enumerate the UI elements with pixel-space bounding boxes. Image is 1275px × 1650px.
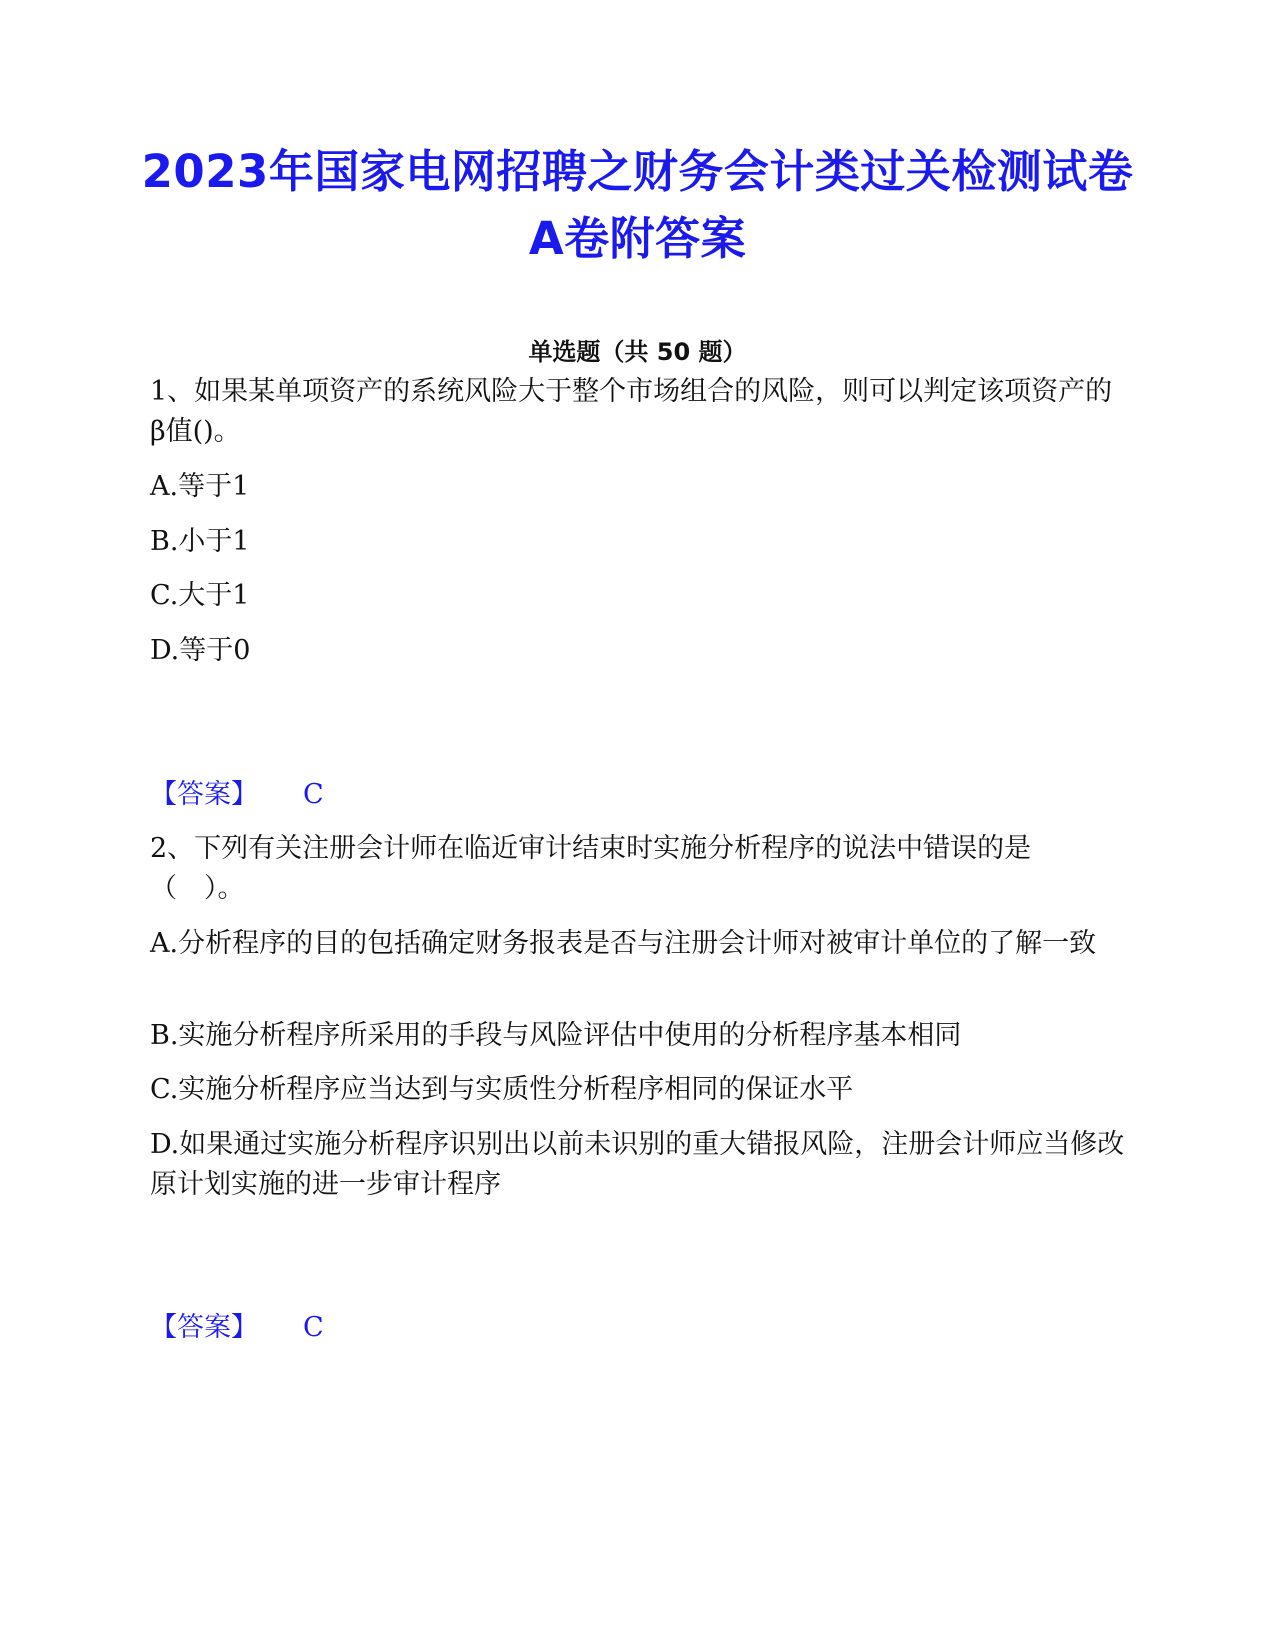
question-2-answer: [150, 1308, 324, 1348]
document-title: 2023年国家电网招聘之财务会计类过关检测试卷A卷附答案: [141, 145, 1134, 265]
question-1-stem: 1、如果某单项资产的系统风险大于整个市场组合的风险，则可以判定该项资产的β值()。: [150, 376, 1113, 447]
question-1-option-c: C.大于1: [150, 580, 250, 611]
answer-value: C: [303, 1312, 324, 1343]
section-heading: 单选题（共 50 题）: [528, 338, 747, 366]
question-2-option-a: A.分析程序的目的包括确定财务报表是否与注册会计师对被审计单位的了解一致: [150, 928, 1097, 959]
answer-value: C: [303, 779, 324, 810]
answer-label: 【答案】: [150, 779, 258, 810]
question-2-option-d: D.如果通过实施分析程序识别出以前未识别的重大错报风险，注册会计师应当修改原计划实施的进一步审计程序: [150, 1129, 1125, 1200]
question-1-answer: [150, 775, 324, 815]
question-2-option-b: B.实施分析程序所采用的手段与风险评估中使用的分析程序基本相同: [150, 1020, 962, 1051]
question-1-option-b: B.小于1: [150, 526, 250, 557]
answer-label: 【答案】: [150, 1312, 258, 1343]
question-2-option-c: C.实施分析程序应当达到与实质性分析程序相同的保证水平: [150, 1074, 854, 1105]
question-2-stem: 2、下列有关注册会计师在临近审计结束时实施分析程序的说法中错误的是（ ）。: [150, 833, 1032, 904]
question-1-option-a: A.等于1: [150, 471, 250, 502]
question-1-option-d: D.等于0: [150, 635, 251, 666]
